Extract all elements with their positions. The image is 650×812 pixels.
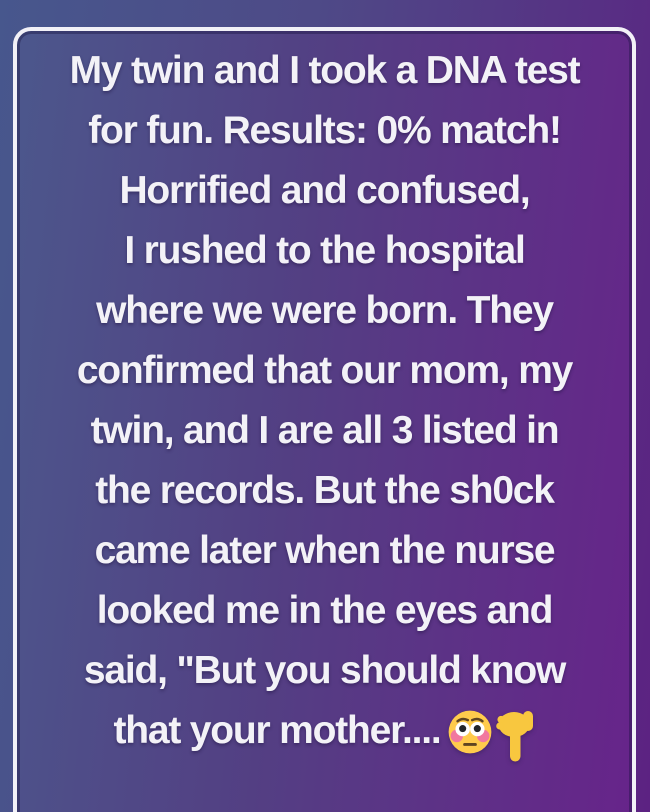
- story-line: twin, and I are all 3 listed in: [90, 409, 559, 452]
- story-line: Horrified and confused,: [119, 169, 530, 212]
- flushed-face-emoji: [448, 710, 492, 772]
- story-line: My twin and I took a DNA test: [69, 49, 580, 92]
- story-line-text: that your mother....: [113, 709, 441, 752]
- story-line: looked me in the eyes and: [96, 589, 553, 632]
- story-line: confirmed that our mom, my: [76, 349, 573, 392]
- story-last-line: [17, 701, 632, 761]
- story-line: said, "But you should know: [83, 649, 566, 692]
- story-line: the records. But the sh0ck: [95, 469, 554, 512]
- story-line: I rushed to the hospital: [124, 229, 525, 272]
- story-line: where we were born. They: [96, 289, 553, 332]
- story-line: came later when the nurse: [94, 529, 555, 572]
- pointing-down-emoji: [496, 710, 536, 780]
- story-card: [13, 27, 636, 812]
- story-text: [17, 41, 632, 761]
- story-line: for fun. Results: 0% match!: [88, 109, 561, 152]
